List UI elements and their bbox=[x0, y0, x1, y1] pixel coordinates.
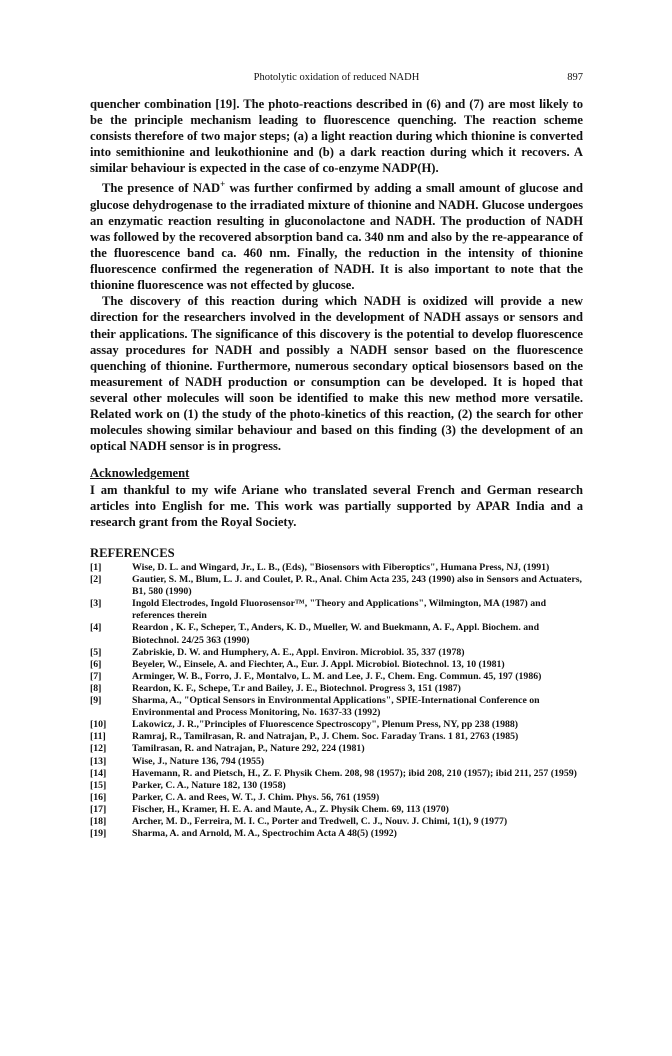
nad-plus-superscript: + bbox=[220, 179, 226, 190]
reference-number: [4] bbox=[90, 622, 102, 634]
reference-item bbox=[90, 647, 583, 659]
reference-item bbox=[90, 780, 583, 792]
reference-item bbox=[90, 731, 583, 743]
reference-number: [19] bbox=[90, 828, 107, 840]
reference-number: [9] bbox=[90, 695, 102, 707]
reference-text: Gautier, S. M., Blum, L. J. and Coulet, P. R., Anal. Chim Acta 235, 243 (1990) also in Sensors and Actuaters, B1, 580 (1990) bbox=[132, 574, 582, 598]
reference-text: Havemann, R. and Pietsch, H., Z. F. Physik Chem. 208, 98 (1957); ibid 208, 210 (1957); ibid 211, 257 (1959) bbox=[132, 767, 577, 779]
reference-number: [12] bbox=[90, 743, 107, 755]
paragraph-3: The discovery of this reaction during which NADH is oxidized will provide a new direction for the researchers involved in the development of NADH assays or sensors and their applications. The significance of this discovery is the potential to develop fluorescence assay procedures for NADH and possibly a NADH sensor based on the fluorescence quenching of thionine. Furthermore, numerous secondary optical biosensors based on the measurement of NADH production or consumption can be developed. It is hoped that several other molecules will soon be identified to make this new method more versatile. Related work on (1) the study of the photo-kinetics of this reaction, (2) the search for other molecules showing similar behaviour and based on this finding (3) the development of an optical NADH sensor is in progress. bbox=[90, 294, 583, 454]
reference-item bbox=[90, 598, 583, 622]
reference-number: [14] bbox=[90, 767, 107, 779]
reference-item bbox=[90, 804, 583, 816]
reference-number: [11] bbox=[90, 731, 106, 743]
references-heading: REFERENCES bbox=[90, 546, 175, 560]
references-list bbox=[90, 562, 583, 840]
reference-number: [5] bbox=[90, 646, 102, 658]
reference-number: [15] bbox=[90, 779, 107, 791]
reference-item bbox=[90, 659, 583, 671]
reference-text: Reardon, K. F., Schepe, T.r and Bailey, J. E., Biotechnol. Progress 3, 151 (1987) bbox=[132, 682, 461, 694]
reference-text: Fischer, H., Kramer, H. E. A. and Maute, A., Z. Physik Chem. 69, 113 (1970) bbox=[132, 803, 449, 815]
reference-item bbox=[90, 719, 583, 731]
reference-text: Wise, D. L. and Wingard, Jr., L. B., (Eds), "Biosensors with Fiberoptics", Humana Press, NJ, (1991) bbox=[132, 562, 550, 573]
reference-text: Ramraj, R., Tamilrasan, R. and Natrajan, P., J. Chem. Soc. Faraday Trans. 1 81, 2763 (1985) bbox=[132, 731, 519, 743]
reference-text: Wise, J., Nature 136, 794 (1955) bbox=[132, 755, 265, 767]
reference-text: Parker, C. A., Nature 182, 130 (1958) bbox=[132, 779, 286, 791]
reference-text: Zabriskie, D. W. and Humphery, A. E., Appl. Environ. Microbiol. 35, 337 (1978) bbox=[132, 646, 465, 658]
reference-number: [17] bbox=[90, 803, 107, 815]
reference-text: Ingold Electrodes, Ingold Fluorosensor™, "Theory and Applications", Wilmington, MA (1987) and references therein bbox=[132, 598, 547, 622]
reference-item bbox=[90, 768, 583, 780]
reference-item bbox=[90, 683, 583, 695]
reference-text: Sharma, A. and Arnold, M. A., Spectrochim Acta A 48(5) (1992) bbox=[132, 828, 397, 840]
body-text bbox=[90, 96, 583, 454]
reference-number: [16] bbox=[90, 791, 107, 803]
reference-item bbox=[90, 574, 583, 598]
reference-number: [6] bbox=[90, 658, 102, 670]
reference-item bbox=[90, 622, 583, 646]
reference-text: Archer, M. D., Ferreira, M. I. C., Porter and Tredwell, C. J., Nouv. J. Chimi, 1(1), 9 (1977) bbox=[132, 815, 508, 827]
reference-number: [1] bbox=[90, 562, 102, 573]
reference-item bbox=[90, 562, 583, 574]
reference-number: [13] bbox=[90, 755, 107, 767]
reference-item bbox=[90, 792, 583, 804]
acknowledgement-heading: Acknowledgement bbox=[90, 466, 190, 480]
reference-number: [18] bbox=[90, 815, 107, 827]
reference-text: Tamilrasan, R. and Natrajan, P., Nature 292, 224 (1981) bbox=[132, 743, 365, 755]
reference-text: Parker, C. A. and Rees, W. T., J. Chim. Phys. 56, 761 (1959) bbox=[132, 791, 380, 803]
reference-text: Lakowicz, J. R.,"Principles of Fluorescence Spectroscopy", Plenum Press, NY, pp 238 (1988) bbox=[132, 719, 519, 731]
running-title: Photolytic oxidation of reduced NADH bbox=[253, 72, 420, 83]
reference-item bbox=[90, 743, 583, 755]
reference-item bbox=[90, 828, 583, 840]
reference-text: Beyeler, W., Einsele, A. and Fiechter, A., Eur. J. Appl. Microbiol. Biotechnol. 13, 10 (1981) bbox=[132, 658, 505, 670]
paragraph-1: quencher combination [19]. The photo-reactions described in (6) and (7) are most likely to be the principle mechanism leading to fluorescence quenching. The reaction scheme consists therefore of two major steps; (a) a light reaction during which thionine is converted into semithionine and leukothionine and (b) a dark reaction during which it recovers. A similar behaviour is expected in the case of co-enzyme NADP(H). bbox=[90, 97, 583, 176]
reference-number: [7] bbox=[90, 670, 102, 682]
reference-text: Sharma, A., "Optical Sensors in Environmental Applications", SPIE-International Conference on Environmental and Process Monitoring, No. 1637-33 (1992) bbox=[132, 695, 540, 719]
page-number: 897 bbox=[567, 72, 583, 83]
reference-text: Reardon , K. F., Scheper, T., Anders, K. D., Mueller, W. and Buekmann, A. F., Appl. Biochem. and Biotechnol. 24/25 363 (1990) bbox=[132, 622, 540, 646]
reference-number: [2] bbox=[90, 574, 102, 586]
acknowledgement-text: I am thankful to my wife Ariane who translated several French and German research articles into English for me. This work was partially supported by APAR India and a research grant from the Royal Society. bbox=[90, 483, 583, 530]
reference-text: Arminger, W. B., Forro, J. F., Montalvo, L. M. and Lee, J. F., Chem. Eng. Commun. 45, 197 (1986) bbox=[132, 670, 542, 682]
reference-number: [3] bbox=[90, 598, 102, 610]
running-header bbox=[90, 72, 583, 88]
paragraph-2-start: The presence of NAD bbox=[102, 181, 221, 196]
reference-item bbox=[90, 756, 583, 768]
reference-item bbox=[90, 816, 583, 828]
paragraph-2-rest: was further confirmed by adding a small amount of glucose and glucose dehydrogenase to the irradiated mixture of thionine and NADH. Glucose undergoes an enzymatic reaction resulting in gluconolactone and NADH. The production of NADH was followed by the recovered absorption band ca. 340 nm and also by the re-appearance of the fluorescence band ca. 460 nm. Finally, the reduction in the intensity of thionine fluorescence confirmed the regeneration of NADH. It is also important to note that the thionine fluorescence was not effected by glucose. bbox=[90, 181, 583, 293]
paragraph-2 bbox=[90, 176, 583, 293]
reference-item bbox=[90, 671, 583, 683]
reference-item bbox=[90, 695, 583, 719]
reference-number: [8] bbox=[90, 682, 102, 694]
reference-number: [10] bbox=[90, 719, 107, 731]
